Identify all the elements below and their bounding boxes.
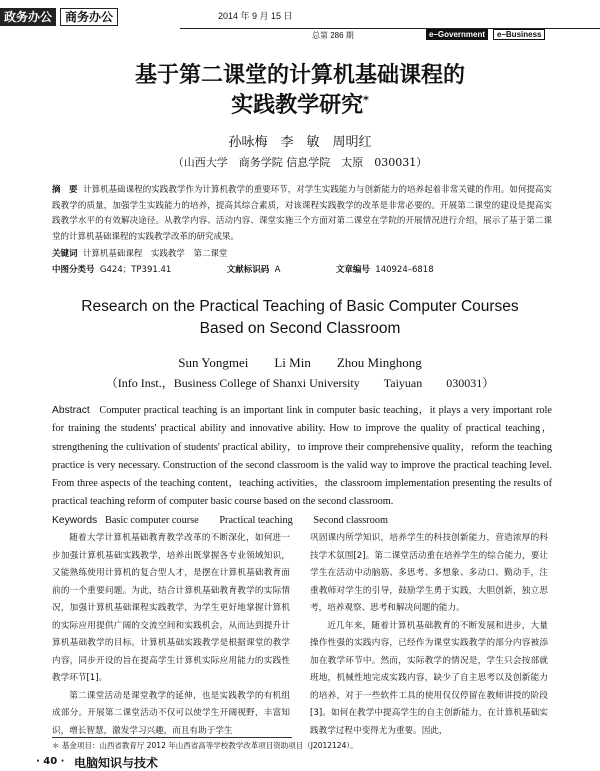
abstract-cn-label: 摘 要 <box>52 185 78 195</box>
articleno-value: 140924–6818 <box>375 265 434 275</box>
tag-ebusiness: e–Business <box>493 29 545 40</box>
title-cn-line2-text: 实践教学研究 <box>231 93 364 118</box>
classification-row <box>52 263 552 279</box>
tag-egovernment: e–Government <box>426 29 488 40</box>
body-paragraph: 巩固课内所学知识，培养学生的科技创新能力，营造浓厚的科技学术氛围[2]。第二课堂活动重在培养学生的综合能力，要让学生在活动中动脑筋、多思考、多想象、多动口、勤动手，注重教师对学生的引导，鼓励学生勇于实践，大胆创新，独立思考，培养观察、思考和解决问题的能力。 <box>310 533 548 613</box>
doccode-label: 文献标识码 <box>226 265 270 275</box>
abstract-cn-text: 计算机基础课程的实践教学作为计算机教学的重要环节，对学生实践能力与创新能力的培养起着非常关键的作用。如何提高实践教学的质量，加强学生实践能力的培养，提高其综合素质，对该课程实践教学的改革是非常必要的。开展第二课堂的建设是提高实践教学水平的有效解决途径。从教学内容、活动内容、课堂实施三个方面对第二课堂在学院的开展情况进行介绍，展示了基于第二课堂的计算机基础课程的实践教学改革的研究成果。 <box>52 185 552 242</box>
funding-footnote: ＊ 基金项目：山西省教育厅 2012 年山西省高等学校教学改革项目资助项目（J2012124）。 <box>52 741 358 750</box>
title-footnote-mark: * <box>363 93 369 107</box>
title-cn-line2 <box>0 88 600 119</box>
clc-label: 中图分类号 <box>52 265 95 275</box>
keywords-en-text: Basic computer course Practical teaching Second classroom <box>104 515 389 526</box>
footnote-rule <box>52 737 292 738</box>
title-cn-line1: 基于第二课堂的计算机基础课程的 <box>134 63 465 88</box>
keywords-cn-text: 计算机基础课程 实践教学 第二课堂 <box>82 249 228 259</box>
journal-name: 电脑知识与技术 <box>74 756 159 770</box>
articleno-label: 文章编号 <box>335 265 370 275</box>
title-en-line1: Research on the Practical Teaching of Basic Computer Courses <box>81 298 519 315</box>
keywords-cn <box>52 247 552 263</box>
publication-date: 2014 年 9 月 15 日 <box>218 11 293 21</box>
body-left-column <box>52 530 290 740</box>
body-paragraph: 随着大学计算机基础教育教学改革的不断深化，如何进一步加强计算机基础实践教学，培养出既掌握各专业领域知识，又能熟练使用计算机的复合型人才，是摆在计算机基础教育面前的一个重要问题。为此，结合计算机基础教育教学的实际情况，加强计算机基础课程实践教学，为学生更好地掌握计算机的实际应用提供广阔的交流空间和实践机会，从而达到提升计算机基础教学的目标。计算机基础实践教学是根据课堂的教学内容，同步开设的旨在提高学生计算机实际应用能力的实践性教学环节[1]。 <box>52 533 290 683</box>
keywords-en <box>52 511 552 526</box>
abstract-en-label: Abstract <box>52 405 90 416</box>
title-en-line2: Based on Second Classroom <box>199 320 401 337</box>
body-paragraph: 第二课堂活动是课堂教学的延伸，也是实践教学的有机组成部分。开展第二课堂活动不仅可以使学生开阔视野，丰富知识，增长智慧，激发学习兴趣，而且有助于学生 <box>52 690 290 736</box>
body-right-column <box>310 530 548 740</box>
clc-value: G424；TP391.41 <box>99 265 172 275</box>
issue-number: 总第 286 期 <box>312 31 354 40</box>
authors-en: Sun Yongmei Li Min Zhou Minghong <box>178 355 422 370</box>
keywords-cn-label: 关键词 <box>52 249 78 259</box>
abstract-en <box>52 402 552 512</box>
section-tag-biz: 商务办公 <box>60 8 118 26</box>
section-tag-gov: 政务办公 <box>0 8 56 26</box>
abstract-cn <box>52 183 552 245</box>
authors-cn: 孙咏梅 李 敏 周明红 <box>228 135 372 150</box>
doccode-value: A <box>274 265 281 275</box>
affiliation-cn: （山西大学 商务学院 信息学院 太原 030031） <box>172 156 428 169</box>
keywords-en-label: Keywords <box>52 515 98 526</box>
body-paragraph: 近几年来，随着计算机基础教育的不断发展和进步，大量操作性强的实践内容，已经作为课堂实践教学的部分内容被添加在教学环节中。然而，实际教学的情况是，学生只会按部就班地，机械性地完成实践内容，缺少了自主思考以及创新能力的培养，对于一些软件工具的使用仅仅停留在教师讲授的阶段[3]。如何在教学中提高学生的自主创新能力，在计算机基础实践教学过程中变得尤为重要。因此， <box>310 620 548 736</box>
page-number: · 40 · <box>36 756 65 767</box>
affiliation-en: （Info Inst.，Business College of Shanxi University Taiyuan 030031） <box>105 376 495 390</box>
abstract-en-text: Computer practical teaching is an important link in computer basic teaching，it plays a very important role for training the students' practical ability and innovative ability. How to improve the quality of practical teaching，strengthening the cultivation of students' practical ability，to improve their comprehensive quality，reform the teaching practice is very necessary. Construction of the second classroom is the valid way to improve the practical teaching level. From three aspects of the teaching content，teaching activities，the classroom implementation presenting the results of practical teaching reform of computer basic course based on the second classroom. <box>52 405 552 508</box>
